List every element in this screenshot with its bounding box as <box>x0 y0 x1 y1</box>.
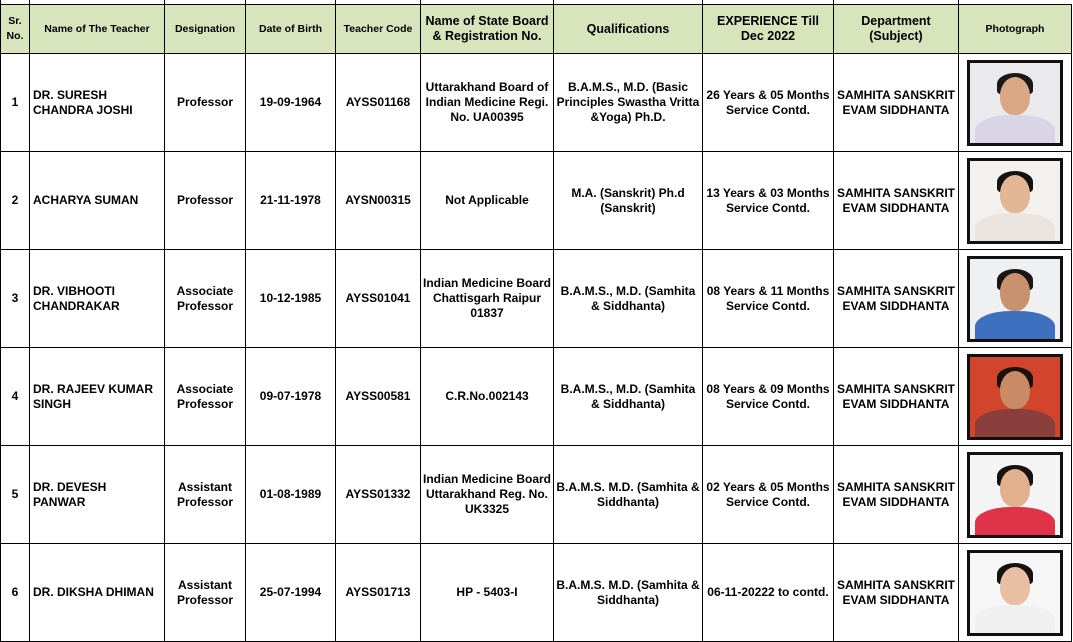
header-code: Teacher Code <box>336 5 421 54</box>
photo-cell <box>959 544 1072 642</box>
table-row <box>1 54 1072 152</box>
dob-cell: 21-11-1978 <box>246 152 336 250</box>
designation-cell: Associate Professor <box>165 250 246 348</box>
qualifications-cell: M.A. (Sanskrit) Ph.d (Sanskrit) <box>554 152 703 250</box>
dob-cell: 25-07-1994 <box>246 544 336 642</box>
experience-cell: 13 Years & 03 Months Service Contd. <box>703 152 834 250</box>
teacher-photo <box>967 256 1063 342</box>
header-name: Name of The Teacher <box>30 5 165 54</box>
table-row <box>1 446 1072 544</box>
department-cell: SAMHITA SANSKRIT EVAM SIDDHANTA <box>834 544 959 642</box>
designation-cell: Assistant Professor <box>165 446 246 544</box>
table-row <box>1 152 1072 250</box>
teacher-code-cell: AYSS01041 <box>336 250 421 348</box>
photo-face <box>1000 77 1030 115</box>
department-cell: SAMHITA SANSKRIT EVAM SIDDHANTA <box>834 348 959 446</box>
table-row <box>1 250 1072 348</box>
header-photo: Photograph <box>959 5 1072 54</box>
teacher-name-cell: DR. DIKSHA DHIMAN <box>30 544 165 642</box>
qualifications-cell: B.A.M.S. M.D. (Samhita & Siddhanta) <box>554 544 703 642</box>
department-cell: SAMHITA SANSKRIT EVAM SIDDHANTA <box>834 250 959 348</box>
department-cell: SAMHITA SANSKRIT EVAM SIDDHANTA <box>834 446 959 544</box>
table-row <box>1 544 1072 642</box>
photo-shoulders <box>975 213 1055 244</box>
photo-shoulders <box>975 115 1055 146</box>
department-cell: SAMHITA SANSKRIT EVAM SIDDHANTA <box>834 54 959 152</box>
teacher-name-cell: ACHARYA SUMAN <box>30 152 165 250</box>
dob-cell: 09-07-1978 <box>246 348 336 446</box>
department-cell: SAMHITA SANSKRIT EVAM SIDDHANTA <box>834 152 959 250</box>
dob-cell: 19-09-1964 <box>246 54 336 152</box>
qualifications-cell: B.A.M.S. M.D. (Samhita & Siddhanta) <box>554 446 703 544</box>
dob-cell: 10-12-1985 <box>246 250 336 348</box>
experience-cell: 06-11-20222 to contd. <box>703 544 834 642</box>
photo-cell <box>959 54 1072 152</box>
photo-face <box>1000 273 1030 311</box>
teacher-name-cell: DR. SURESH CHANDRA JOSHI <box>30 54 165 152</box>
photo-face <box>1000 371 1030 409</box>
teacher-name-cell: DR. RAJEEV KUMAR SINGH <box>30 348 165 446</box>
experience-cell: 08 Years & 11 Months Service Contd. <box>703 250 834 348</box>
header-designation: Designation <box>165 5 246 54</box>
qualifications-cell: B.A.M.S., M.D. (Basic Principles Swastha Vritta &Yoga) Ph.D. <box>554 54 703 152</box>
teacher-photo <box>967 158 1063 244</box>
experience-cell: 02 Years & 05 Months Service Contd. <box>703 446 834 544</box>
teacher-photo <box>967 354 1063 440</box>
photo-cell <box>959 152 1072 250</box>
photo-shoulders <box>975 409 1055 440</box>
header-experience: EXPERIENCE Till Dec 2022 <box>703 5 834 54</box>
designation-cell: Assistant Professor <box>165 544 246 642</box>
header-row <box>1 5 1072 54</box>
teacher-photo <box>967 60 1063 146</box>
teacher-code-cell: AYSS01168 <box>336 54 421 152</box>
photo-shoulders <box>975 605 1055 636</box>
teacher-code-cell: AYSS00581 <box>336 348 421 446</box>
designation-cell: Professor <box>165 54 246 152</box>
photo-shoulders <box>975 311 1055 342</box>
experience-cell: 08 Years & 09 Months Service Contd. <box>703 348 834 446</box>
board-registration-cell: Not Applicable <box>421 152 554 250</box>
teacher-name-cell: DR. VIBHOOTI CHANDRAKAR <box>30 250 165 348</box>
header-qualifications: Qualifications <box>554 5 703 54</box>
sr-no-cell: 4 <box>1 348 30 446</box>
photo-face <box>1000 469 1030 507</box>
table-row <box>1 348 1072 446</box>
dob-cell: 01-08-1989 <box>246 446 336 544</box>
header-sr-no: Sr. No. <box>1 5 30 54</box>
teacher-photo <box>967 452 1063 538</box>
photo-cell <box>959 446 1072 544</box>
qualifications-cell: B.A.M.S., M.D. (Samhita & Siddhanta) <box>554 348 703 446</box>
experience-cell: 26 Years & 05 Months Service Contd. <box>703 54 834 152</box>
board-registration-cell: C.R.No.002143 <box>421 348 554 446</box>
sr-no-cell: 1 <box>1 54 30 152</box>
teacher-code-cell: AYSS01332 <box>336 446 421 544</box>
teacher-code-cell: AYSS01713 <box>336 544 421 642</box>
sr-no-cell: 3 <box>1 250 30 348</box>
teacher-photo <box>967 550 1063 636</box>
photo-face <box>1000 175 1030 213</box>
board-registration-cell: Uttarakhand Board of Indian Medicine Regi. No. UA00395 <box>421 54 554 152</box>
teacher-name-cell: DR. DEVESH PANWAR <box>30 446 165 544</box>
teachers-table <box>0 4 1072 642</box>
photo-face <box>1000 567 1030 605</box>
sr-no-cell: 6 <box>1 544 30 642</box>
board-registration-cell: HP - 5403-I <box>421 544 554 642</box>
header-dob: Date of Birth <box>246 5 336 54</box>
photo-cell <box>959 348 1072 446</box>
qualifications-cell: B.A.M.S., M.D. (Samhita & Siddhanta) <box>554 250 703 348</box>
board-registration-cell: Indian Medicine Board Uttarakhand Reg. No. UK3325 <box>421 446 554 544</box>
designation-cell: Professor <box>165 152 246 250</box>
header-department: Department (Subject) <box>834 5 959 54</box>
sr-no-cell: 2 <box>1 152 30 250</box>
header-board: Name of State Board & Registration No. <box>421 5 554 54</box>
sr-no-cell: 5 <box>1 446 30 544</box>
teacher-code-cell: AYSN00315 <box>336 152 421 250</box>
photo-shoulders <box>975 507 1055 538</box>
designation-cell: Associate Professor <box>165 348 246 446</box>
board-registration-cell: Indian Medicine Board Chattisgarh Raipur 01837 <box>421 250 554 348</box>
photo-cell <box>959 250 1072 348</box>
